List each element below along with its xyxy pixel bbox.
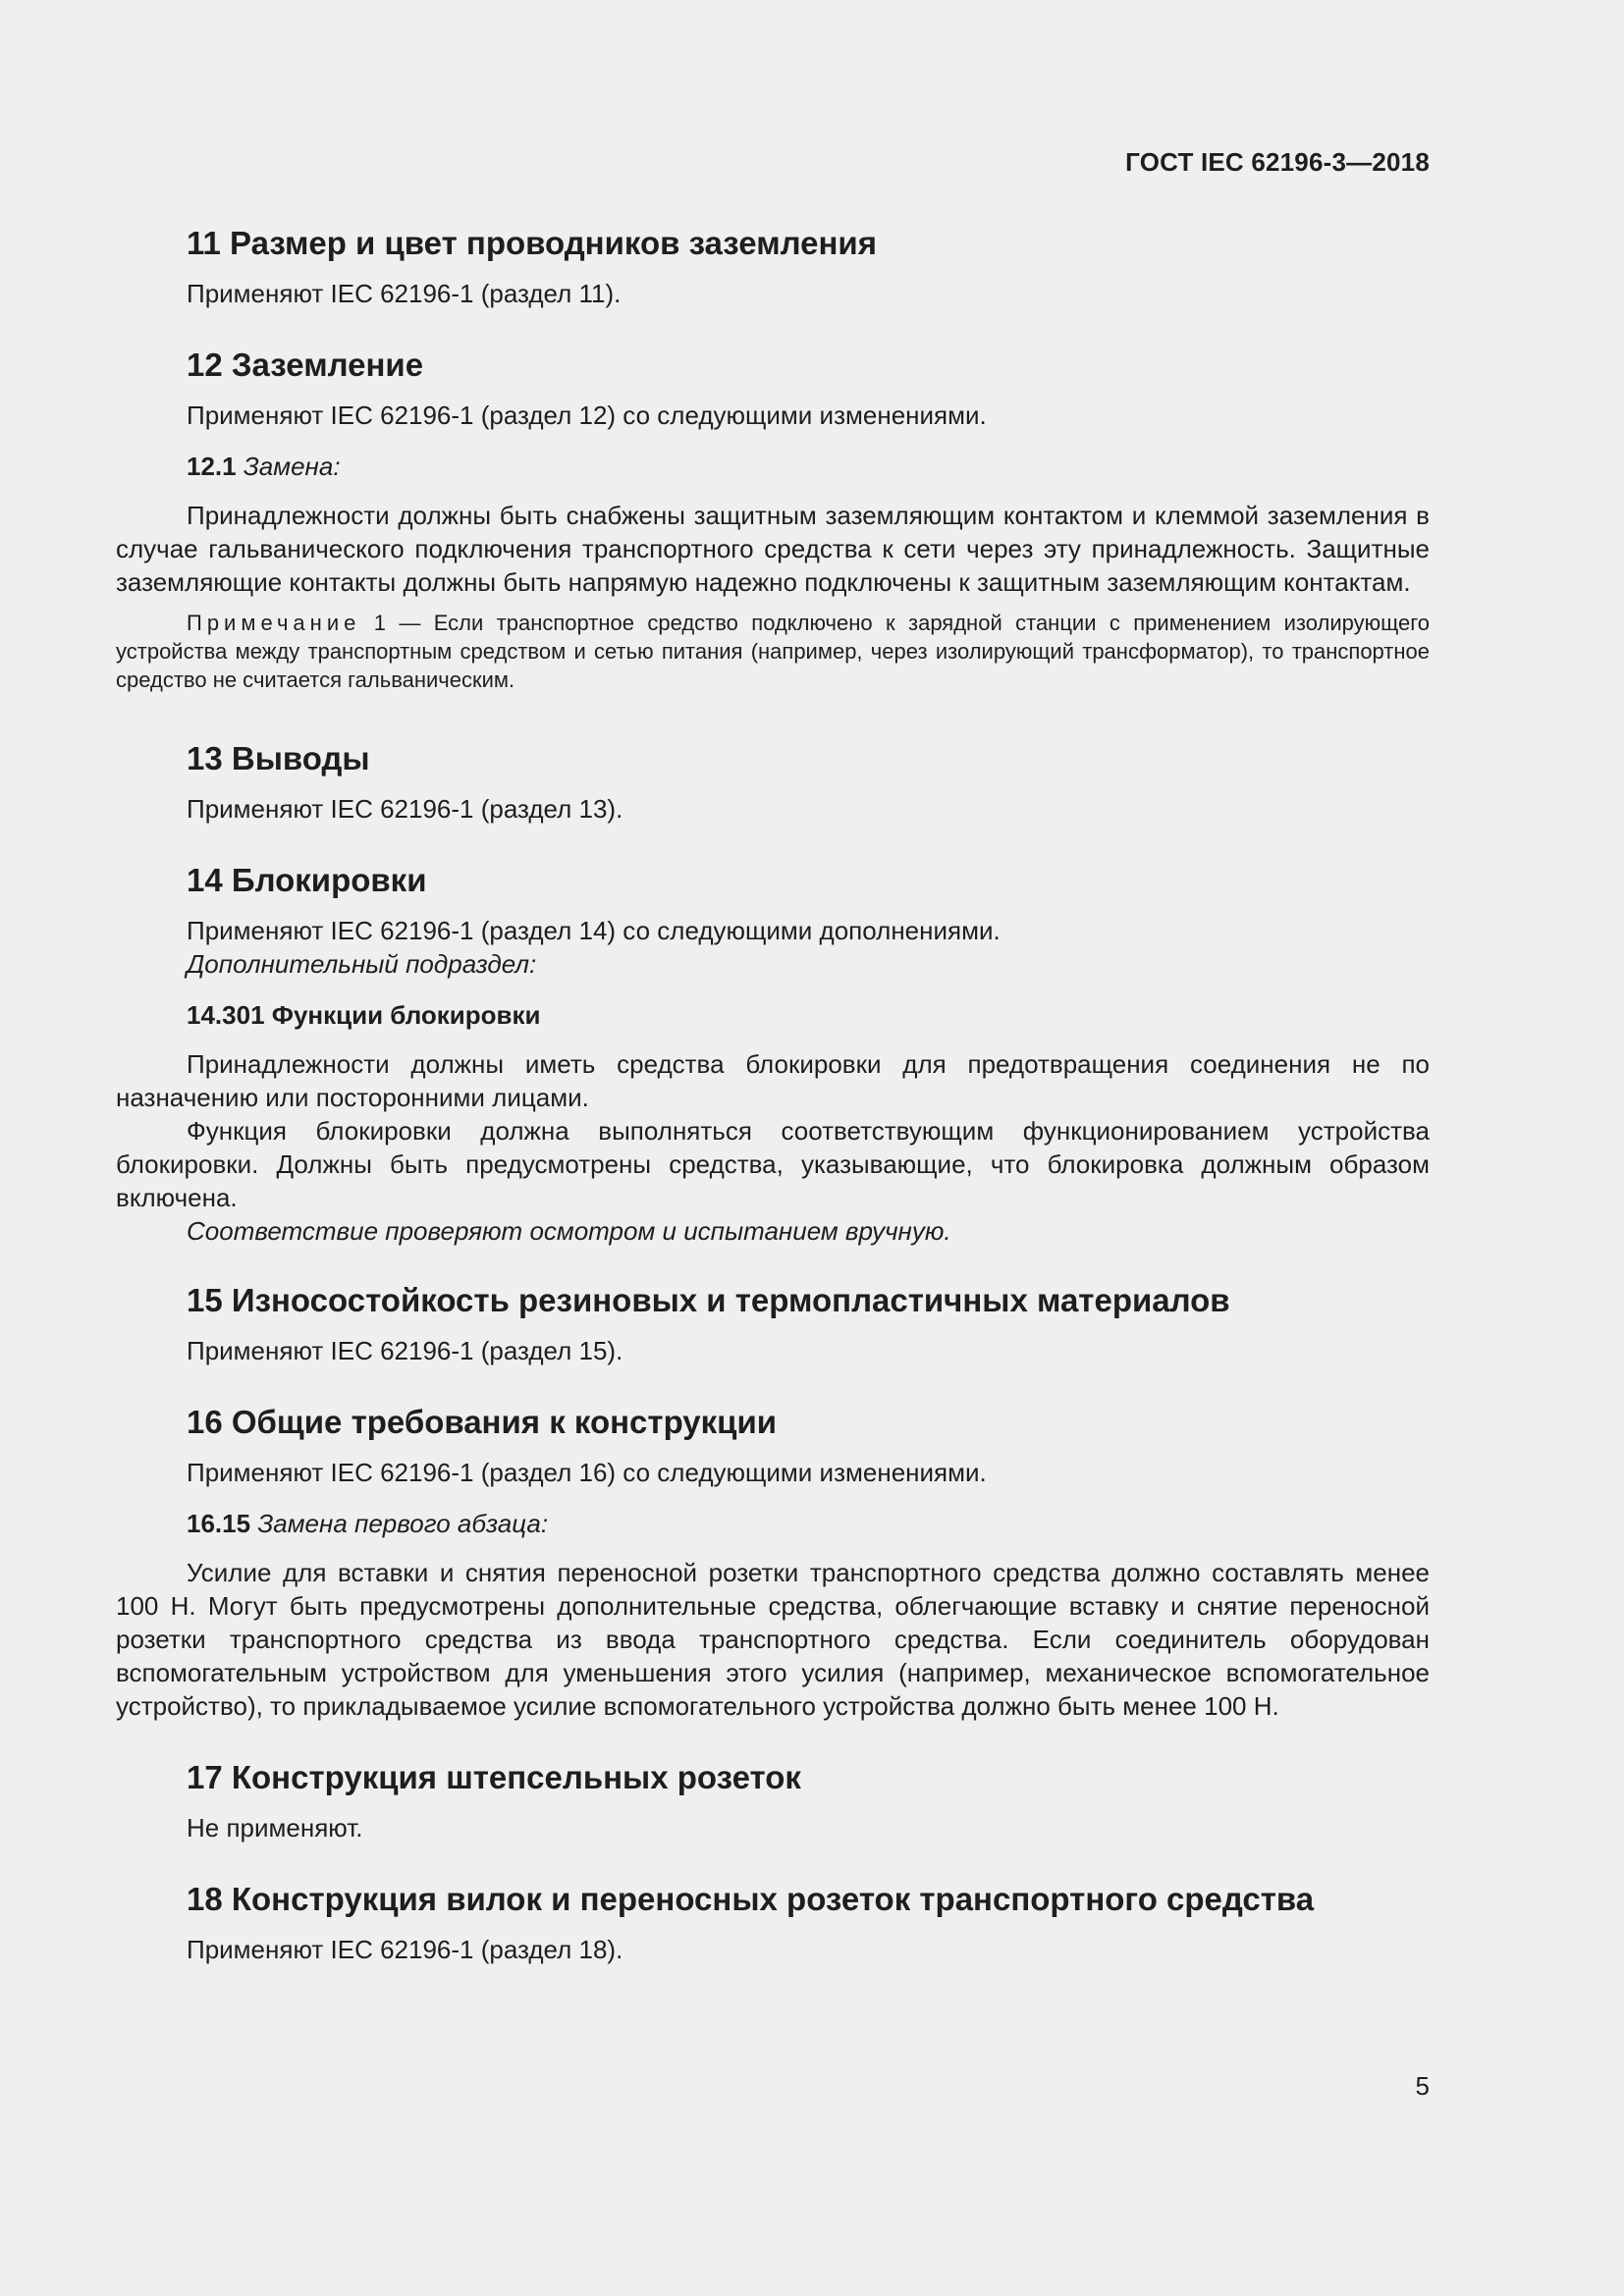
section-11-heading: 11 Размер и цвет проводников заземления xyxy=(187,225,877,261)
section-14-additional: Дополнительный подраздел: xyxy=(187,949,537,979)
section-13-heading: 13 Выводы xyxy=(187,740,370,776)
section-14-compliance: Соответствие проверяют осмотром и испытанием вручную. xyxy=(187,1216,951,1246)
section-12-heading: 12 Заземление xyxy=(187,347,424,383)
subsection-16-15 xyxy=(116,1507,1430,1540)
section-14-paragraph-2: Функция блокировки должна выполняться соответствующим функционированием устройства блокировки. Должны быть предусмотрены средства, указывающие, что блокировка должным образом включена. xyxy=(116,1116,1430,1212)
note-label: Примечание xyxy=(187,611,361,635)
subsection-14-301 xyxy=(116,998,1430,1032)
section-13-text: Применяют IEC 62196-1 (раздел 13). xyxy=(187,794,623,824)
section-17-heading: 17 Конструкция штепсельных розеток xyxy=(187,1759,801,1795)
section-11-text: Применяют IEC 62196-1 (раздел 11). xyxy=(187,279,622,308)
section-18-text: Применяют IEC 62196-1 (раздел 18). xyxy=(187,1935,623,1964)
page-content xyxy=(116,222,1430,1966)
section-14-text: Применяют IEC 62196-1 (раздел 14) со следующими дополнениями. xyxy=(187,916,1001,945)
subsection-12-1-number: 12.1 xyxy=(187,452,237,481)
note-text: 1 — Если транспортное средство подключено к зарядной станции с применением изолирующего устройства между транспортным средством и сетью питания (например, через изолирующий трансформатор), то транспортное средство не считается гальваническим. xyxy=(116,611,1430,692)
subsection-16-15-title: Замена первого абзаца: xyxy=(257,1509,549,1538)
section-16-heading: 16 Общие требования к конструкции xyxy=(187,1404,778,1440)
section-15-text: Применяют IEC 62196-1 (раздел 15). xyxy=(187,1336,623,1365)
subsection-16-15-number: 16.15 xyxy=(187,1509,251,1538)
section-17-text: Не применяют. xyxy=(187,1813,363,1842)
section-14-paragraph-1: Принадлежности должны иметь средства блокировки для предотвращения соединения не по назначению или посторонними лицами. xyxy=(116,1049,1430,1112)
section-15-heading: 15 Износостойкость резиновых и термопластичных материалов xyxy=(187,1282,1230,1318)
subsection-12-1-title: Замена: xyxy=(243,452,341,481)
section-12-text: Применяют IEC 62196-1 (раздел 12) со следующими изменениями. xyxy=(187,400,987,430)
section-14-heading: 14 Блокировки xyxy=(187,862,427,898)
section-16-text: Применяют IEC 62196-1 (раздел 16) со следующими изменениями. xyxy=(187,1458,987,1487)
section-12-paragraph: Принадлежности должны быть снабжены защитным заземляющим контактом и клеммой заземления в случае гальванического подключения транспортного средства к сети через эту принадлежность. Защитные заземляющие контакты должны быть напрямую надежно подключены к защитным заземляющим контактам. xyxy=(116,501,1430,597)
section-16-paragraph: Усилие для вставки и снятия переносной розетки транспортного средства должно составлять менее 100 Н. Могут быть предусмотрены дополнительные средства, облегчающие вставку и снятие переносной розетки транспортного средства из ввода транспортного средства. Если соединитель оборудован вспомогательным устройством для уменьшения этого усилия (например, механическое вспомогательное устройство), то прикладываемое усилие вспомогательного устройства должно быть менее 100 Н. xyxy=(116,1558,1430,1721)
subsection-12-1 xyxy=(116,450,1430,483)
note-1 xyxy=(116,609,1430,694)
standard-designation: ГОСТ IEC 62196-3—2018 xyxy=(1125,147,1430,177)
page-number: 5 xyxy=(1415,2071,1430,2101)
section-18-heading: 18 Конструкция вилок и переносных розеток транспортного средства xyxy=(187,1881,1315,1917)
subsection-14-301-title: 14.301 Функции блокировки xyxy=(187,1000,541,1030)
